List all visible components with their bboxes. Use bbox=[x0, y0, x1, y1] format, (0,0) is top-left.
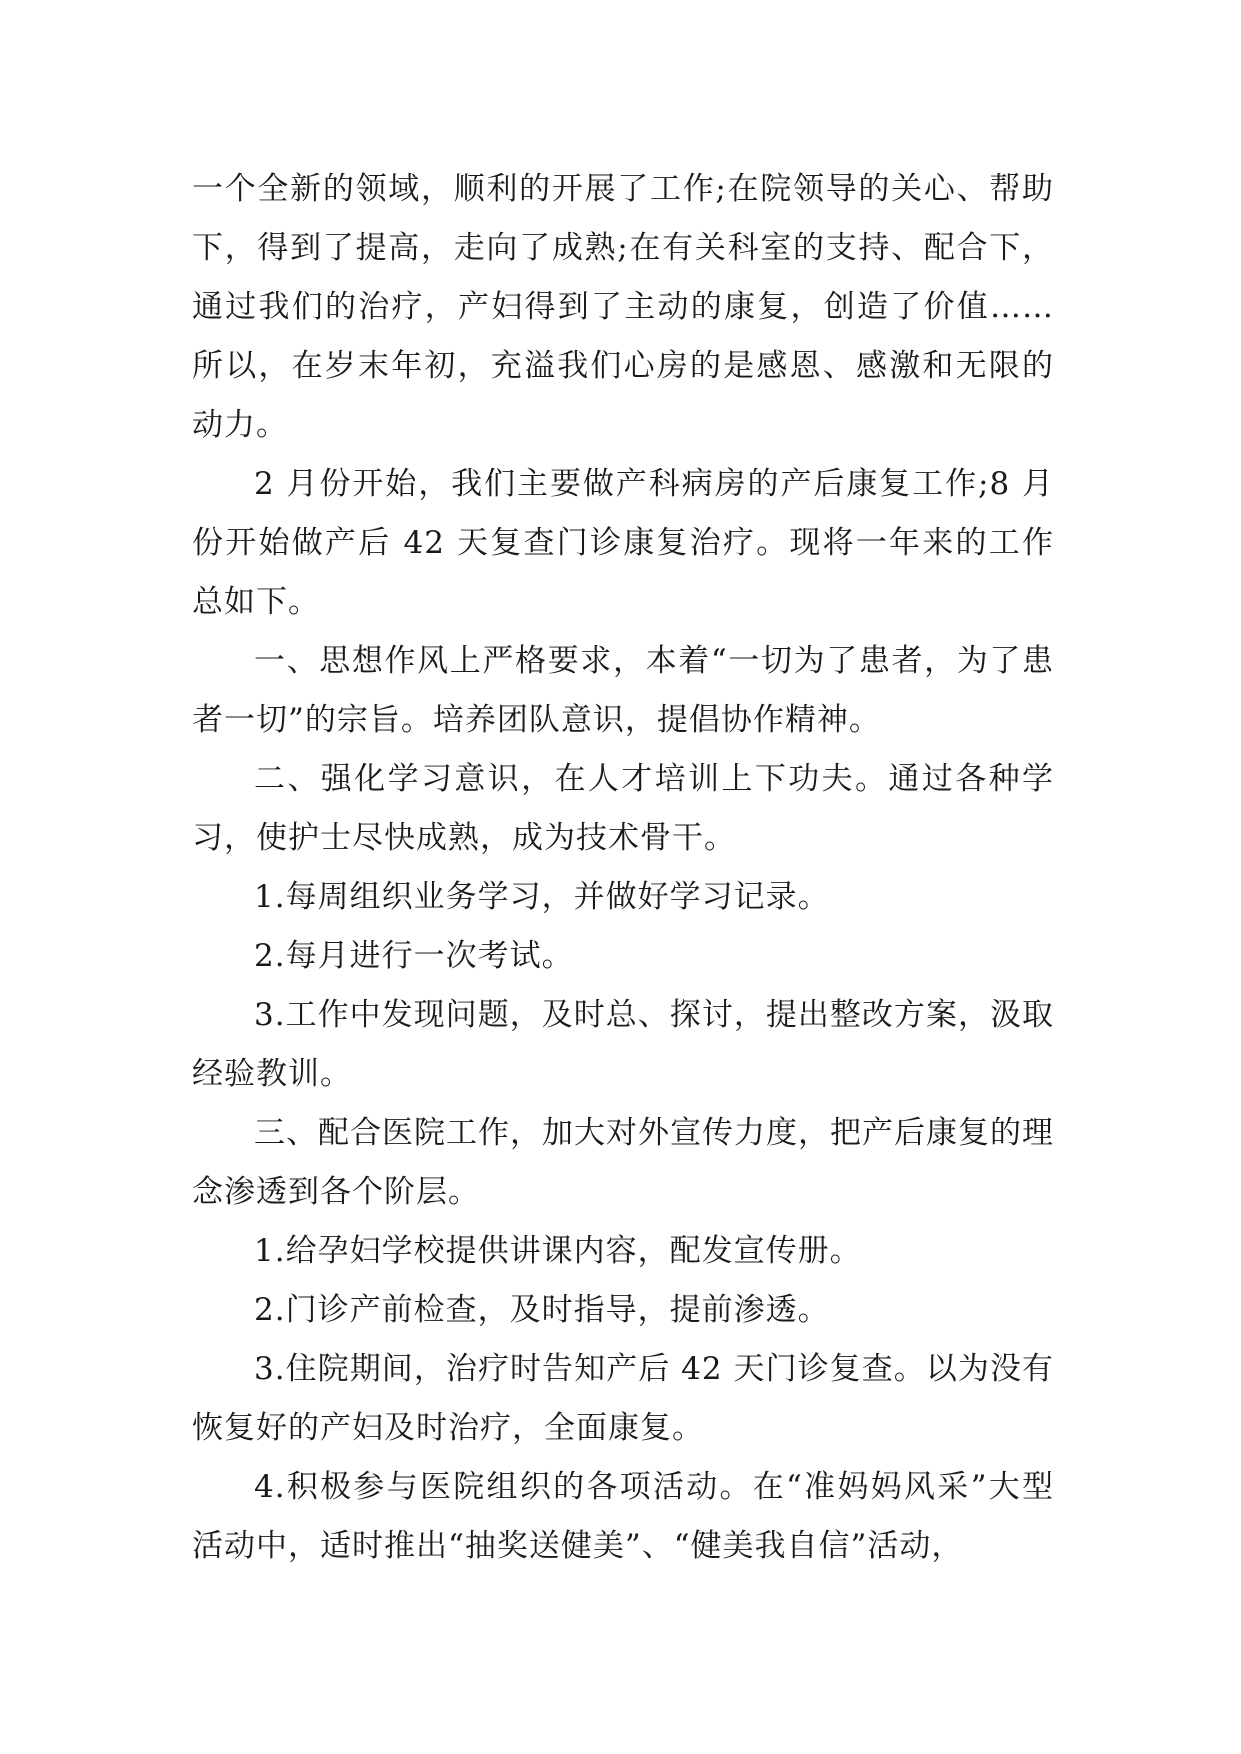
paragraph-section-2: 二、强化学习意识，在人才培训上下功夫。通过各种学习，使护士尽快成熟，成为技术骨干。 bbox=[192, 761, 1054, 856]
paragraph-continuation: 一个全新的领域，顺利的开展了工作;在院领导的关心、帮助下，得到了提高，走向了成熟;在有关科室的支持、配合下，通过我们的治疗，产妇得到了主动的康复，创造了价值……所以，在岁末年初，充溢我们心房的是感恩、感激和无限的动力。 bbox=[192, 171, 1054, 443]
paragraph-section-3-item-1: 1.给孕妇学校提供讲课内容，配发宣传册。 bbox=[254, 1233, 862, 1269]
paragraph-section-3-item-3: 3.住院期间，治疗时告知产后 42 天门诊复查。以为没有恢复好的产妇及时治疗，全面康复。 bbox=[192, 1351, 1054, 1446]
paragraph-section-1: 一、思想作风上严格要求，本着“一切为了患者，为了患者一切”的宗旨。培养团队意识，提倡协作精神。 bbox=[192, 643, 1054, 738]
paragraph-overview: 2 月份开始，我们主要做产科病房的产后康复工作;8 月份开始做产后 42 天复查门诊康复治疗。现将一年来的工作总如下。 bbox=[192, 466, 1054, 620]
paragraph-section-3-item-2: 2.门诊产前检查，及时指导，提前渗透。 bbox=[254, 1292, 830, 1328]
paragraph-section-3: 三、配合医院工作，加大对外宣传力度，把产后康复的理念渗透到各个阶层。 bbox=[192, 1115, 1054, 1210]
paragraph-section-2-item-3: 3.工作中发现问题，及时总、探讨，提出整改方案，汲取经验教训。 bbox=[192, 997, 1054, 1092]
paragraph-section-3-item-4: 4.积极参与医院组织的各项活动。在“准妈妈风采”大型活动中，适时推出“抽奖送健美”、“健美我自信”活动， bbox=[192, 1469, 1054, 1564]
paragraph-section-2-item-2: 2.每月进行一次考试。 bbox=[254, 938, 574, 974]
document-body bbox=[192, 160, 1054, 1576]
paragraph-section-2-item-1: 1.每周组织业务学习，并做好学习记录。 bbox=[254, 879, 830, 915]
